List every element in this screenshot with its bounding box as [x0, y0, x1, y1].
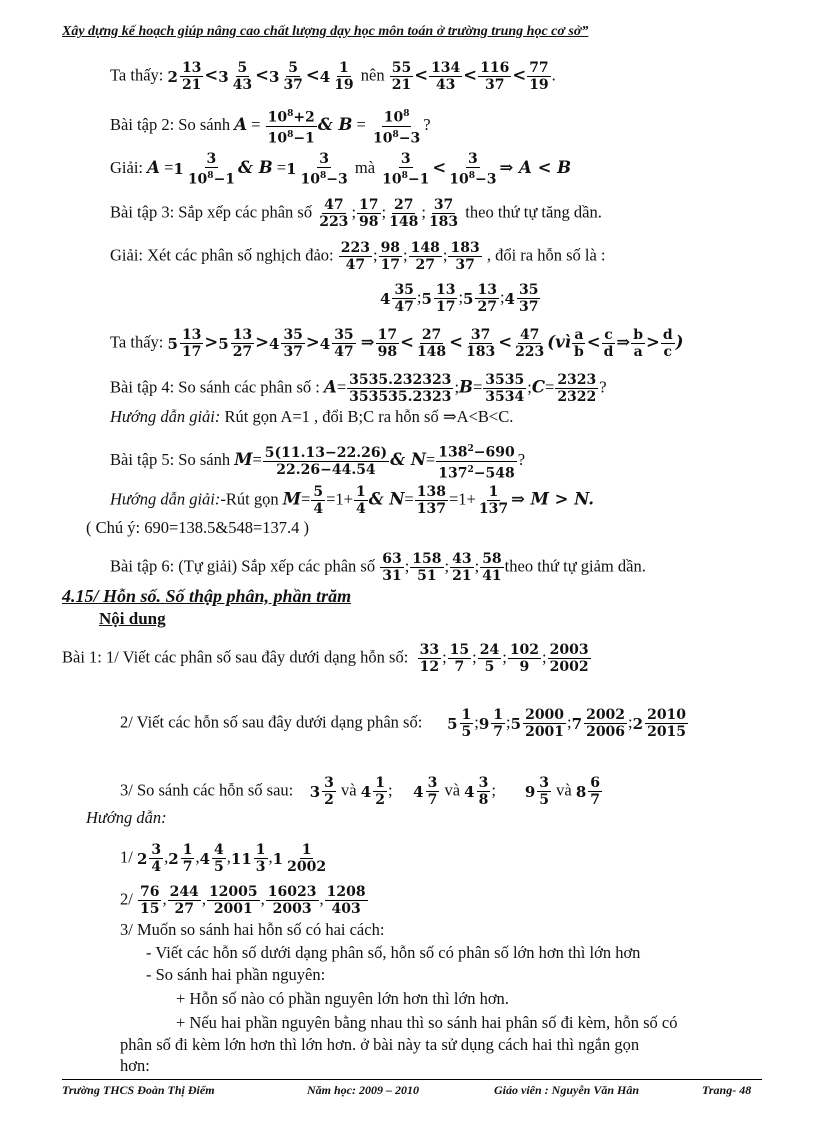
hd-2: 2/ $\frac{76}{15}$ , $\frac{244}{27}$ , $\frac{12005}{2001}$ , $\frac{16023}{2003}$ , $\frac{1208}{403}$ — [120, 884, 366, 917]
hd-3d: + Nếu hai phần nguyên bằng nhau thì so sánh hai phân số đi kèm, hỗn số có — [176, 1013, 678, 1032]
line-giai-2: Giải: A = 1 3 $10^8-1$ & B = 1 3 $10^8-3$ mà $\frac{3}{10^8-1}$ < $\frac{3}{10^8-3}$ ⇒ A < B — [110, 151, 572, 188]
hd-3c: + Hỗn số nào có phần nguyên lớn hơn thì lớn hơn. — [176, 989, 509, 1008]
hd-3: 3/ Muốn so sánh hai hỗn số có hai cách: — [120, 920, 385, 939]
huong-dan-label: Hướng dẫn: — [86, 808, 167, 827]
footer-year: Năm học: 2009 – 2010 — [307, 1083, 419, 1097]
bai1-part1: Bài 1: 1/ Viết các phân số sau đây dưới dạng hỗn số: $\frac{33}{12}$ ; $\frac{15}{7}$ ; $\frac{24}{5}$ ; $\frac{102}{9}$ ; $\frac{2003}{2002}$ — [62, 642, 589, 675]
line-huong-dan-4: Hướng dẫn giải: Rút gọn A=1 , đổi B;C ra hỗn số ⇒A<B<C. — [110, 407, 514, 426]
line-bai-tap-6: Bài tập 6: (Tự giải) Sắp xếp các phân số $\frac{63}{31}$ ; $\frac{158}{51}$ ; $\frac{43}{21}$ ; $\frac{58}{41}$ theo thứ tự giảm dần. — [110, 551, 646, 584]
line-huong-dan-5: Hướng dẫn giải:-Rút gọn M= $\frac{5}{4}$ =1+ $\frac{1}{4}$ & N= $\frac{138}{137}$ =1+ $\frac{1}{137}$ ⇒ M > N. — [110, 484, 594, 517]
bai1-part3: 3/ So sánh các hỗn số sau: 3 3 2 và 4 1 2 ; 4 3 7 và 4 3 8 ; 9 3 5 và 8 6 7 — [120, 775, 601, 808]
hd-3b: - So sánh hai phần nguyên: — [146, 965, 326, 984]
page-footer — [62, 1079, 762, 1100]
line-mixed-numbers: 4 35 47 ; 5 13 17 ; 5 13 27 ; 4 35 37 — [380, 282, 539, 315]
bai1-part2: 2/ Viết các hỗn số sau đây dưới dạng phân số: 5 1 5 ; 9 1 7 ; 5 2000 2001 ; 7 2002 2006 ; 2 2010 2015 — [120, 707, 687, 740]
line-chu-y: ( Chú ý: 690=138.5&548=137.4 ) — [86, 518, 310, 537]
hd-3e: phân số đi kèm lớn hơn thì lớn hơn. ở bài này ta sử dụng cách hai thì ngắn gọn — [120, 1035, 640, 1054]
line-bai-tap-5: Bài tập 5: So sánh M= $\frac{5(11.13-22.26)}{22.26-44.54}$ & N= $\frac{138^2-690}{137^2-548}$ ? — [110, 441, 525, 481]
subsection-title: Nội dung — [99, 609, 166, 628]
line-bai-tap-2: Bài tập 2: So sánh A = $\frac{10^8+2}{10^8-1}$ & B = $\frac{10^8}{10^8-3}$ ? — [110, 106, 431, 146]
section-title: 4.15/ Hỗn số. Số thập phân, phần trăm — [62, 586, 352, 606]
line-ta-thay-1: Ta thấy: 2 13 21 < 3 5 43 < 3 5 37 < 4 1 19 nên $\frac{55}{21}$ < $\frac{134}{43}$ < $\frac{116}{37}$ < $\frac{77}{19}$ . — [110, 60, 556, 93]
footer-page: Trang- 48 — [702, 1083, 752, 1097]
line-giai-3: Giải: Xét các phân số nghịch đảo: $\frac{223}{47}$ ; $\frac{98}{17}$ ; $\frac{148}{27}$ ; $\frac{183}{37}$ , đổi ra hỗn số là : — [110, 240, 606, 273]
hd-3f: hơn: — [120, 1056, 150, 1075]
line-ta-thay-2: Ta thấy: 5 13 17 > 5 13 27 > 4 35 37 > 4 35 47 ⇒ $\frac{17}{98}$ < $\frac{27}{148}$ < $\frac{37}{183}$ < $\frac{47}{223}$ (vì $\frac{a}{b}$ < $\frac{c}{d}$ ⇒ $\frac{b}{a}$ > $\frac{d}{c}$ ) — [110, 327, 684, 360]
footer-school: Trường THCS Đoàn Thị Điểm — [62, 1083, 215, 1097]
hd-3a: - Viết các hỗn số dưới dạng phân số, hỗn số có phân số lớn hơn thì lớn hơn — [146, 943, 641, 962]
line-bai-tap-4: Bài tập 4: So sánh các phân số : A= $\frac{3535.232323}{353535.2323}$ ;B= $\frac{3535}{3534}$ ;C= $\frac{2323}{2322}$ ? — [110, 372, 607, 405]
page-header: Xây dựng kế hoạch giúp nâng cao chất lượng dạy học môn toán ở trường trung học cơ sở” — [62, 24, 589, 39]
hd-1: 1/ 2 3 4 , 2 1 7 , 4 4 5 , 11 1 3 , 1 1 2002 — [120, 842, 327, 875]
footer-teacher: Giáo viên : Nguyễn Văn Hân — [494, 1083, 640, 1097]
line-bai-tap-3: Bài tập 3: Sắp xếp các phân số $\frac{47}{223}$ ; $\frac{17}{98}$ ; $\frac{27}{148}$ ; $\frac{37}{183}$ theo thứ tự tăng dần. — [110, 197, 602, 230]
